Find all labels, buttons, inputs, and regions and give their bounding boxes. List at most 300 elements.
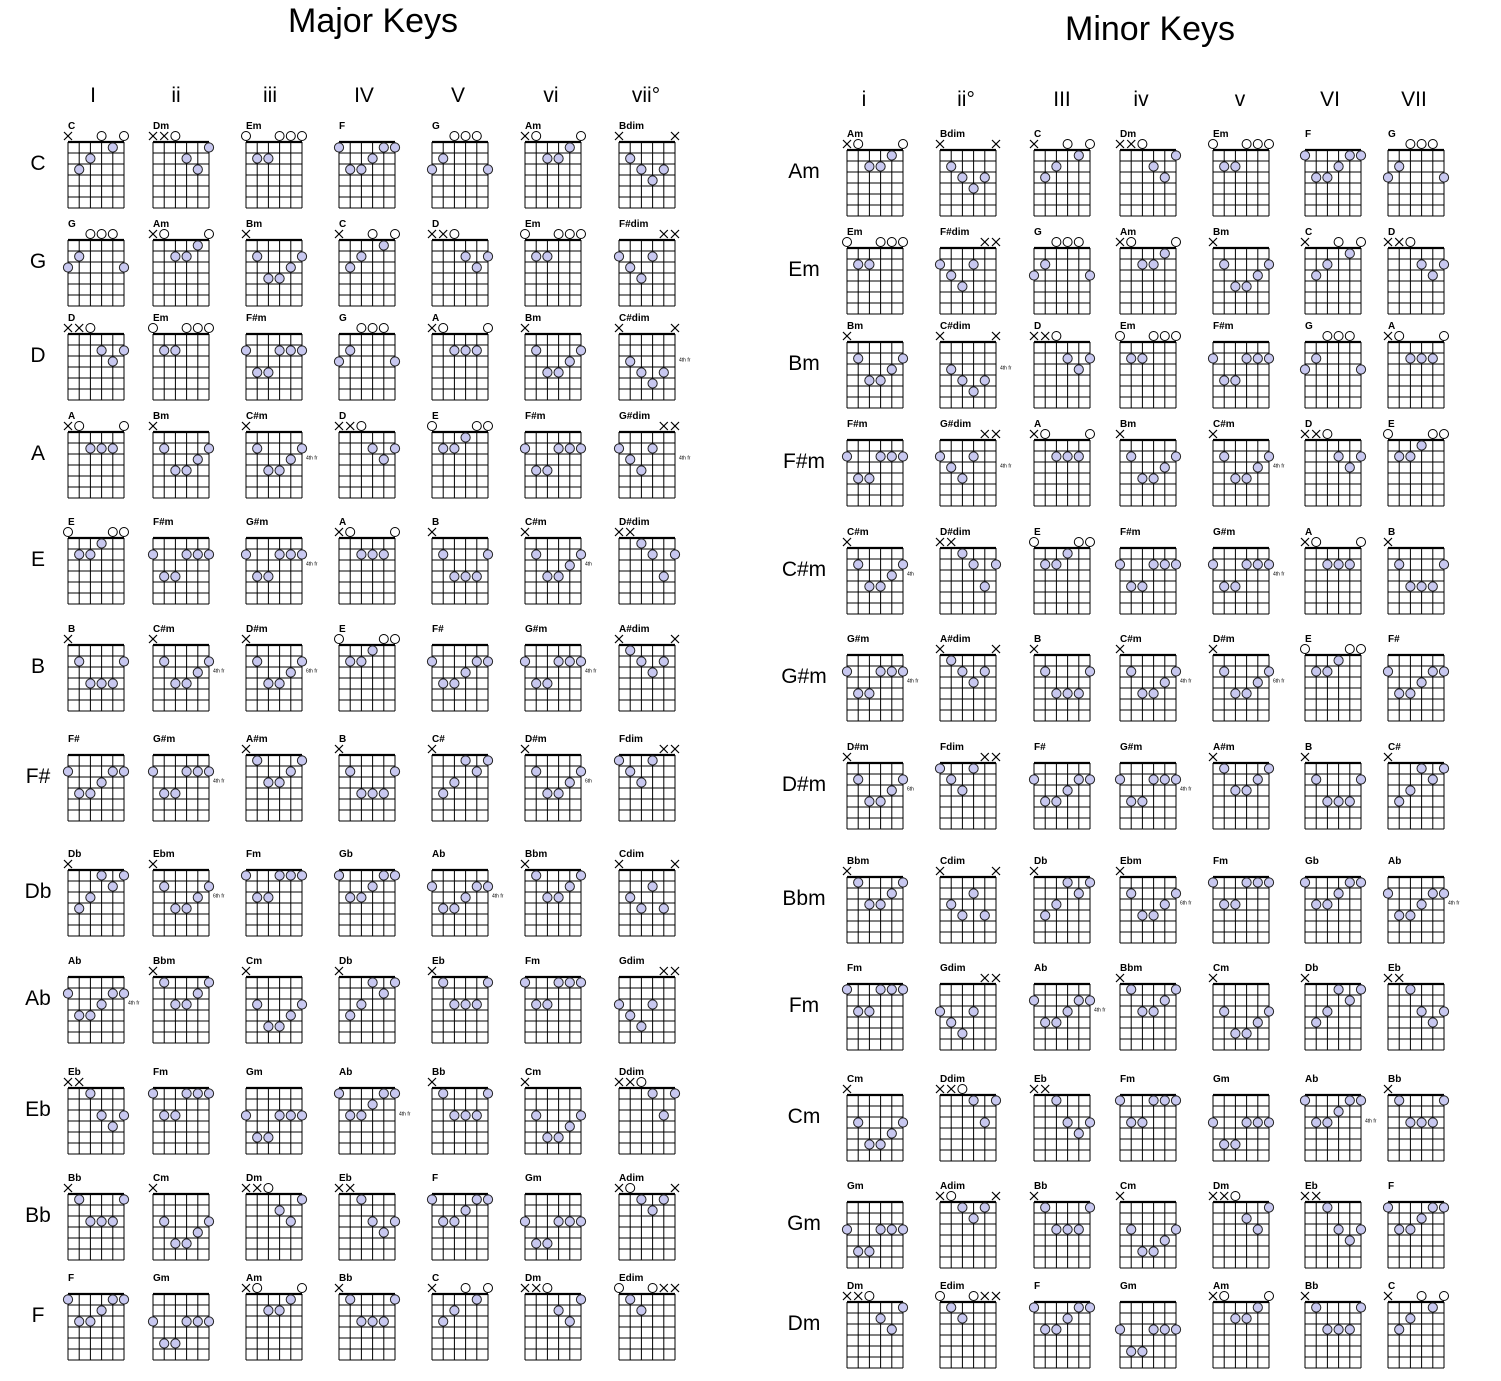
finger-dot — [427, 882, 436, 891]
finger-dot — [842, 452, 851, 461]
finger-dot — [86, 444, 95, 453]
finger-dot — [565, 357, 574, 366]
finger-dot — [969, 889, 978, 898]
open-string-marker — [1345, 645, 1354, 654]
open-string-marker — [1428, 430, 1437, 439]
finger-dot — [253, 756, 262, 765]
minor-chord-Fm-5 — [1299, 962, 1385, 1054]
finger-dot — [97, 1111, 106, 1120]
muted-string-marker — [981, 430, 989, 438]
major-chord-F#-6 — [613, 733, 699, 825]
muted-string-marker — [671, 1184, 679, 1192]
finger-dot — [1149, 689, 1158, 698]
muted-string-marker — [1301, 430, 1309, 438]
finger-dot — [1417, 764, 1426, 773]
open-string-marker — [86, 324, 95, 333]
minor-chord-Bbm-0 — [841, 855, 927, 947]
finger-dot — [1356, 452, 1365, 461]
finger-dot — [97, 346, 106, 355]
finger-dot — [1253, 354, 1262, 363]
finger-dot — [1052, 1325, 1061, 1334]
finger-dot — [947, 365, 956, 374]
major-numeral-1: ii — [171, 84, 181, 107]
finger-dot — [898, 354, 907, 363]
open-string-marker — [182, 324, 191, 333]
finger-dot — [876, 162, 885, 171]
major-chord-D-3 — [333, 312, 419, 404]
finger-dot — [1231, 162, 1240, 171]
chord-diagram-4 — [1207, 526, 1293, 618]
finger-dot — [958, 549, 967, 558]
open-string-marker — [205, 324, 214, 333]
chord-name: G — [68, 219, 76, 230]
open-string-marker — [1440, 430, 1449, 439]
major-chord-G-6 — [613, 218, 699, 310]
finger-dot — [1149, 1007, 1158, 1016]
open-string-marker — [484, 324, 493, 333]
major-key-label: G — [29, 250, 47, 273]
finger-dot — [1417, 678, 1426, 687]
finger-dot — [1312, 775, 1321, 784]
minor-chord-Am-1 — [934, 128, 1020, 220]
chord-diagram-2 — [240, 312, 326, 404]
finger-dot — [472, 1111, 481, 1120]
major-chord-A-2 — [240, 410, 326, 502]
open-string-marker — [108, 230, 117, 239]
chord-name: Bb — [68, 1173, 82, 1184]
chord-diagram-2 — [1028, 741, 1114, 833]
finger-dot — [1220, 376, 1229, 385]
chord-diagram-1 — [934, 320, 1020, 412]
chord-diagram-5 — [1299, 226, 1385, 318]
muted-string-marker — [843, 1085, 851, 1093]
finger-dot — [876, 1225, 885, 1234]
finger-dot — [483, 657, 492, 666]
chord-name: Cm — [525, 1067, 542, 1078]
finger-dot — [1417, 260, 1426, 269]
finger-dot — [1138, 474, 1147, 483]
chord-name: F#m — [525, 411, 546, 422]
finger-dot — [532, 1111, 541, 1120]
finger-dot — [297, 444, 306, 453]
finger-dot — [1264, 1118, 1273, 1127]
minor-chord-Am-0 — [841, 128, 927, 220]
finger-dot — [286, 871, 295, 880]
chord-name: G — [1034, 227, 1042, 238]
finger-dot — [297, 252, 306, 261]
major-chord-Db-1 — [147, 848, 233, 940]
finger-dot — [1406, 911, 1415, 920]
minor-chord-G#m-4 — [1207, 633, 1293, 725]
major-chord-D-5 — [519, 312, 605, 404]
open-string-marker — [346, 528, 355, 537]
chord-name: C# — [1388, 742, 1401, 753]
chord-diagram-2 — [240, 120, 326, 212]
finger-dot — [854, 878, 863, 887]
finger-dot — [520, 444, 529, 453]
chord-name: D#m — [525, 734, 547, 745]
minor-chord-Cm-0 — [841, 1073, 927, 1165]
minor-chord-Cm-4 — [1207, 1073, 1293, 1165]
finger-dot — [1439, 1007, 1448, 1016]
chord-name: A — [339, 517, 347, 528]
muted-string-marker — [1116, 430, 1124, 438]
minor-key-label: G#m — [781, 665, 827, 688]
finger-dot — [876, 452, 885, 461]
chord-diagram-1 — [934, 226, 1020, 318]
open-string-marker — [1063, 140, 1072, 149]
finger-dot — [576, 767, 585, 776]
chord-name: Em — [1120, 321, 1136, 332]
chord-name: F#dim — [940, 227, 970, 238]
major-chord-B-2 — [240, 623, 326, 715]
open-string-marker — [379, 635, 388, 644]
muted-string-marker — [936, 140, 944, 148]
chord-name: A#m — [246, 734, 268, 745]
finger-dot — [1345, 1325, 1354, 1334]
finger-dot — [1264, 1203, 1273, 1212]
fret-position-label: 4th fr — [492, 893, 504, 900]
minor-chord-Gm-6 — [1382, 1180, 1468, 1272]
chord-name: Dm — [525, 1273, 542, 1284]
minor-chord-G#m-0 — [841, 633, 927, 725]
major-chord-Bb-5 — [519, 1172, 605, 1264]
muted-string-marker — [428, 967, 436, 975]
muted-string-marker — [521, 860, 529, 868]
chord-name: D — [68, 313, 76, 324]
finger-dot — [75, 1317, 84, 1326]
finger-dot — [1417, 1118, 1426, 1127]
chord-name: G#m — [1120, 742, 1143, 753]
finger-dot — [286, 767, 295, 776]
chord-diagram-1 — [934, 962, 1020, 1054]
minor-chord-Dm-5 — [1299, 1280, 1385, 1372]
open-string-marker — [357, 422, 366, 431]
major-chord-F-0 — [62, 1272, 148, 1364]
chord-name: D#m — [246, 624, 268, 635]
fret-position-label: 4th fr — [1273, 571, 1285, 578]
chord-name: Fm — [1213, 856, 1228, 867]
muted-string-marker — [1209, 1192, 1217, 1200]
muted-string-marker — [843, 332, 851, 340]
finger-dot — [842, 667, 851, 676]
muted-string-marker — [521, 1078, 529, 1086]
fret-position-label: 4th fr — [1180, 678, 1192, 685]
finger-dot — [461, 893, 470, 902]
chord-name: Bb — [1034, 1181, 1048, 1192]
fret-position-label: 6th fr — [1273, 678, 1285, 685]
finger-dot — [275, 1111, 284, 1120]
finger-dot — [947, 1018, 956, 1027]
muted-string-marker — [671, 324, 679, 332]
muted-string-marker — [242, 230, 250, 238]
open-string-marker — [253, 1284, 262, 1293]
finger-dot — [1383, 667, 1392, 676]
finger-dot — [1439, 260, 1448, 269]
open-string-marker — [1345, 332, 1354, 341]
finger-dot — [108, 1122, 117, 1131]
finger-dot — [969, 1007, 978, 1016]
chord-diagram-5 — [1299, 962, 1385, 1054]
minor-chord-D#m-1 — [934, 741, 1020, 833]
chord-name: C#m — [847, 527, 869, 538]
finger-dot — [275, 679, 284, 688]
open-string-marker — [472, 132, 481, 141]
muted-string-marker — [1301, 974, 1309, 982]
finger-dot — [379, 871, 388, 880]
finger-dot — [1074, 1129, 1083, 1138]
major-chord-A-3 — [333, 410, 419, 502]
major-chord-G-5 — [519, 218, 605, 310]
finger-dot — [1253, 463, 1262, 472]
minor-numeral-5: VI — [1320, 88, 1340, 111]
finger-dot — [439, 789, 448, 798]
finger-dot — [1138, 689, 1147, 698]
chord-name: C — [1034, 129, 1042, 140]
chord-diagram-4 — [426, 955, 512, 1047]
finger-dot — [1171, 1325, 1180, 1334]
finger-dot — [461, 572, 470, 581]
major-chord-A-5 — [519, 410, 605, 502]
muted-string-marker — [671, 745, 679, 753]
finger-dot — [483, 882, 492, 891]
finger-dot — [1356, 878, 1365, 887]
major-chord-Bb-2 — [240, 1172, 326, 1264]
finger-dot — [171, 1000, 180, 1009]
chord-name: Dm — [1120, 129, 1137, 140]
finger-dot — [1160, 1236, 1169, 1245]
finger-dot — [75, 165, 84, 174]
chord-diagram-6 — [613, 955, 699, 1047]
finger-dot — [1171, 889, 1180, 898]
finger-dot — [1029, 271, 1038, 280]
finger-dot — [171, 252, 180, 261]
finger-dot — [450, 679, 459, 688]
finger-dot — [182, 1239, 191, 1248]
finger-dot — [357, 789, 366, 798]
muted-string-marker — [1030, 1085, 1038, 1093]
major-chord-G-0 — [62, 218, 148, 310]
finger-dot — [876, 376, 885, 385]
chord-diagram-0 — [62, 410, 148, 502]
finger-dot — [576, 1217, 585, 1226]
finger-dot — [171, 904, 180, 913]
finger-dot — [275, 778, 284, 787]
chord-diagram-1 — [934, 526, 1020, 618]
open-string-marker — [876, 238, 885, 247]
open-string-marker — [1323, 430, 1332, 439]
finger-dot — [1220, 1007, 1229, 1016]
muted-string-marker — [149, 635, 157, 643]
finger-dot — [286, 346, 295, 355]
chord-diagram-0 — [62, 623, 148, 715]
finger-dot — [1063, 549, 1072, 558]
finger-dot — [1406, 1314, 1415, 1323]
chord-name: F#m — [246, 313, 267, 324]
finger-dot — [565, 657, 574, 666]
finger-dot — [1439, 1203, 1448, 1212]
finger-dot — [334, 1089, 343, 1098]
finger-dot — [1428, 775, 1437, 784]
open-string-marker — [1357, 238, 1366, 247]
finger-dot — [119, 1295, 128, 1304]
chord-name: Cm — [246, 956, 263, 967]
finger-dot — [75, 1011, 84, 1020]
minor-chord-Gm-2 — [1028, 1180, 1114, 1272]
finger-dot — [1074, 775, 1083, 784]
chord-diagram-1 — [147, 1272, 233, 1364]
finger-dot — [472, 657, 481, 666]
major-chord-E-2 — [240, 516, 326, 608]
minor-chord-D#m-5 — [1299, 741, 1385, 833]
finger-dot — [275, 346, 284, 355]
open-string-marker — [1265, 140, 1274, 149]
finger-dot — [565, 1317, 574, 1326]
finger-dot — [1417, 582, 1426, 591]
finger-dot — [887, 1325, 896, 1334]
chord-diagram-4 — [1207, 1073, 1293, 1165]
finger-dot — [1220, 1140, 1229, 1149]
finger-dot — [1334, 1225, 1343, 1234]
muted-string-marker — [346, 422, 354, 430]
minor-chord-Fm-3 — [1114, 962, 1200, 1054]
finger-dot — [1253, 271, 1262, 280]
minor-chord-Em-1 — [934, 226, 1020, 318]
fret-position-label: 4th fr — [679, 455, 691, 462]
chord-name: Fdim — [940, 742, 964, 753]
finger-dot — [637, 466, 646, 475]
finger-dot — [286, 668, 295, 677]
chord-diagram-4 — [1207, 633, 1293, 725]
finger-dot — [461, 1000, 470, 1009]
finger-dot — [1052, 900, 1061, 909]
chord-diagram-4 — [426, 218, 512, 310]
finger-dot — [1138, 582, 1147, 591]
finger-dot — [1345, 151, 1354, 160]
finger-dot — [1242, 786, 1251, 795]
open-string-marker — [1052, 332, 1061, 341]
finger-dot — [1334, 452, 1343, 461]
minor-chord-Dm-3 — [1114, 1280, 1200, 1372]
finger-dot — [286, 1011, 295, 1020]
finger-dot — [171, 1111, 180, 1120]
finger-dot — [887, 452, 896, 461]
finger-dot — [980, 1203, 989, 1212]
finger-dot — [1160, 678, 1169, 687]
open-string-marker — [450, 132, 459, 141]
finger-dot — [614, 252, 623, 261]
finger-dot — [1253, 878, 1262, 887]
finger-dot — [1406, 1118, 1415, 1127]
muted-string-marker — [64, 132, 72, 140]
chord-diagram-5 — [1299, 1073, 1385, 1165]
chord-name: Db — [1305, 963, 1319, 974]
muted-string-marker — [660, 422, 668, 430]
finger-dot — [1085, 354, 1094, 363]
finger-dot — [1160, 775, 1169, 784]
finger-dot — [1428, 1118, 1437, 1127]
chord-diagram-0 — [841, 1180, 927, 1272]
finger-dot — [1052, 1096, 1061, 1105]
open-string-marker — [1074, 538, 1083, 547]
chord-diagram-5 — [1299, 526, 1385, 618]
muted-string-marker — [660, 745, 668, 753]
finger-dot — [1334, 560, 1343, 569]
muted-string-marker — [242, 1284, 250, 1292]
finger-dot — [947, 162, 956, 171]
muted-string-marker — [1041, 1085, 1049, 1093]
finger-dot — [532, 252, 541, 261]
finger-dot — [1063, 354, 1072, 363]
finger-dot — [1160, 996, 1169, 1005]
finger-dot — [887, 889, 896, 898]
finger-dot — [1171, 1225, 1180, 1234]
minor-chord-C#m-4 — [1207, 526, 1293, 618]
finger-dot — [947, 463, 956, 472]
finger-dot — [626, 767, 635, 776]
chord-diagram-5 — [519, 623, 605, 715]
finger-dot — [346, 767, 355, 776]
finger-dot — [160, 1217, 169, 1226]
finger-dot — [1052, 689, 1061, 698]
finger-dot — [648, 756, 657, 765]
finger-dot — [1428, 582, 1437, 591]
open-string-marker — [1149, 332, 1158, 341]
finger-dot — [204, 1317, 213, 1326]
finger-dot — [357, 1195, 366, 1204]
finger-dot — [346, 263, 355, 272]
finger-dot — [346, 1011, 355, 1020]
minor-numeral-0: i — [861, 88, 867, 111]
finger-dot — [1138, 1007, 1147, 1016]
finger-dot — [1231, 900, 1240, 909]
finger-dot — [75, 657, 84, 666]
chord-name: Ab — [68, 956, 82, 967]
finger-dot — [958, 376, 967, 385]
chord-diagram-5 — [519, 1066, 605, 1158]
muted-string-marker — [242, 635, 250, 643]
major-chord-B-0 — [62, 623, 148, 715]
chord-diagram-1 — [934, 1180, 1020, 1272]
major-chord-C-2 — [240, 120, 326, 212]
finger-dot — [648, 1206, 657, 1215]
finger-dot — [204, 882, 213, 891]
finger-dot — [1041, 173, 1050, 182]
chord-diagram-5 — [519, 1272, 605, 1364]
finger-dot — [1138, 1247, 1147, 1256]
chord-diagram-2 — [1028, 633, 1114, 725]
finger-dot — [865, 376, 874, 385]
finger-dot — [543, 1133, 552, 1142]
finger-dot — [887, 985, 896, 994]
finger-dot — [108, 143, 117, 152]
finger-dot — [286, 455, 295, 464]
minor-chord-Cm-1 — [934, 1073, 1020, 1165]
chord-diagram-1 — [147, 848, 233, 940]
chord-diagram-3 — [1114, 526, 1200, 618]
finger-dot — [554, 444, 563, 453]
open-string-marker — [120, 422, 129, 431]
muted-string-marker — [615, 1078, 623, 1086]
finger-dot — [241, 871, 250, 880]
finger-dot — [119, 1195, 128, 1204]
major-numeral-5: vi — [543, 84, 559, 107]
finger-dot — [1074, 996, 1083, 1005]
minor-key-label: D#m — [781, 773, 827, 796]
finger-dot — [297, 1195, 306, 1204]
chord-diagram-4 — [426, 733, 512, 825]
finger-dot — [958, 474, 967, 483]
